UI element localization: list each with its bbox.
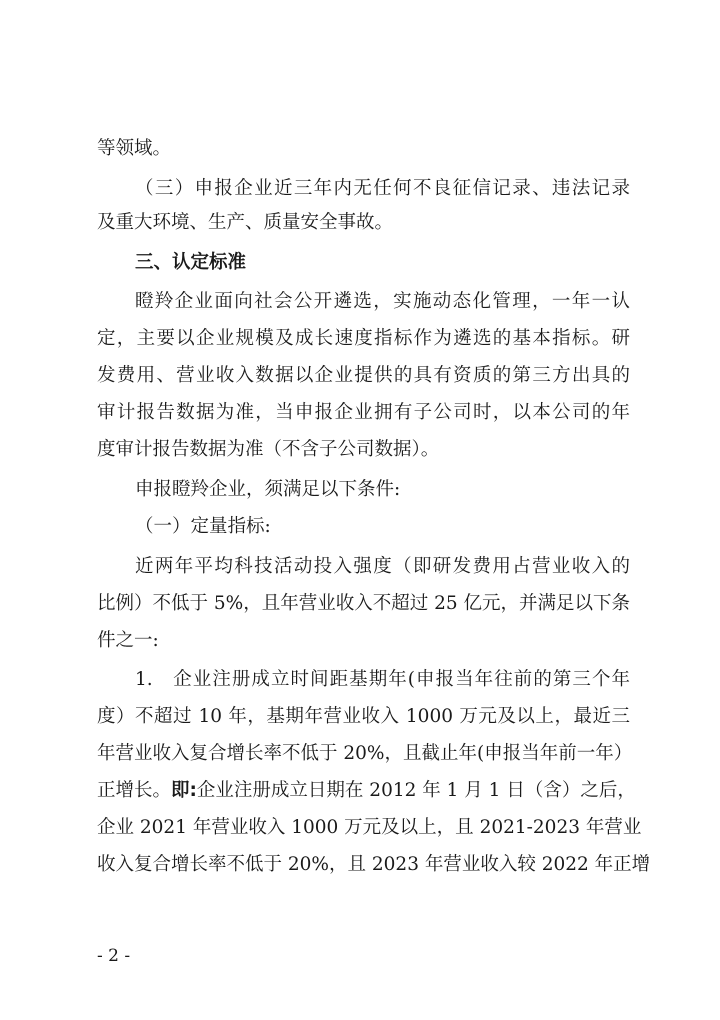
paragraph-line: （一）定量指标: xyxy=(135,516,271,537)
paragraph-line: 及重大环境、生产、质量安全事故。 xyxy=(97,212,394,233)
section-heading: 三、认定标准 xyxy=(135,252,247,273)
paragraph-line: 瞪羚企业面向社会公开遴选，实施动态化管理，一年一认 xyxy=(135,291,630,312)
page-number: - 2 - xyxy=(97,946,131,966)
paragraph-line: （三）申报企业近三年内无任何不良征信记录、违法记录 xyxy=(135,178,630,199)
paragraph-line xyxy=(97,779,636,803)
paragraph-line: 发费用、营业收入数据以企业提供的具有资质的第三方出具的 xyxy=(97,365,630,386)
paragraph-line: 比例）不低于 5%，且年营业收入不超过 25 亿元，并满足以下条 xyxy=(97,593,631,614)
paragraph-line: 定，主要以企业规模及成长速度指标作为遴选的基本指标。研 xyxy=(97,328,630,349)
paragraph-line: 度）不超过 10 年，基期年营业收入 1000 万元及以上，最近三 xyxy=(97,706,630,727)
paragraph-line: 1. 企业注册成立时间距基期年(申报当年往前的第三个年 xyxy=(135,669,630,690)
paragraph-line: 件之一: xyxy=(97,630,159,651)
emphasis-text: 即: xyxy=(171,780,197,801)
paragraph-line: 近两年平均科技活动投入强度（即研发费用占营业收入的 xyxy=(135,556,630,577)
paragraph-line: 度审计报告数据为准（不含子公司数据）。 xyxy=(97,439,440,460)
paragraph-line: 等领域。 xyxy=(97,138,172,159)
paragraph-line: 申报瞪羚企业，须满足以下条件: xyxy=(135,479,401,500)
line-text: 企业注册成立日期在 2012 年 1 月 1 日（含）之后， xyxy=(196,780,636,801)
paragraph-line: 企业 2021 年营业收入 1000 万元及以上，且 2021-2023 年营业 xyxy=(97,817,642,838)
paragraph-line: 年营业收入复合增长率不低于 20%，且截止年(申报当年前一年） xyxy=(97,743,633,764)
line-text: 正增长。 xyxy=(97,780,172,801)
paragraph-line: 收入复合增长率不低于 20%，且 2023 年营业收入较 2022 年正增 xyxy=(97,854,651,875)
paragraph-line: 审计报告数据为准，当申报企业拥有子公司时，以本公司的年 xyxy=(97,402,630,423)
